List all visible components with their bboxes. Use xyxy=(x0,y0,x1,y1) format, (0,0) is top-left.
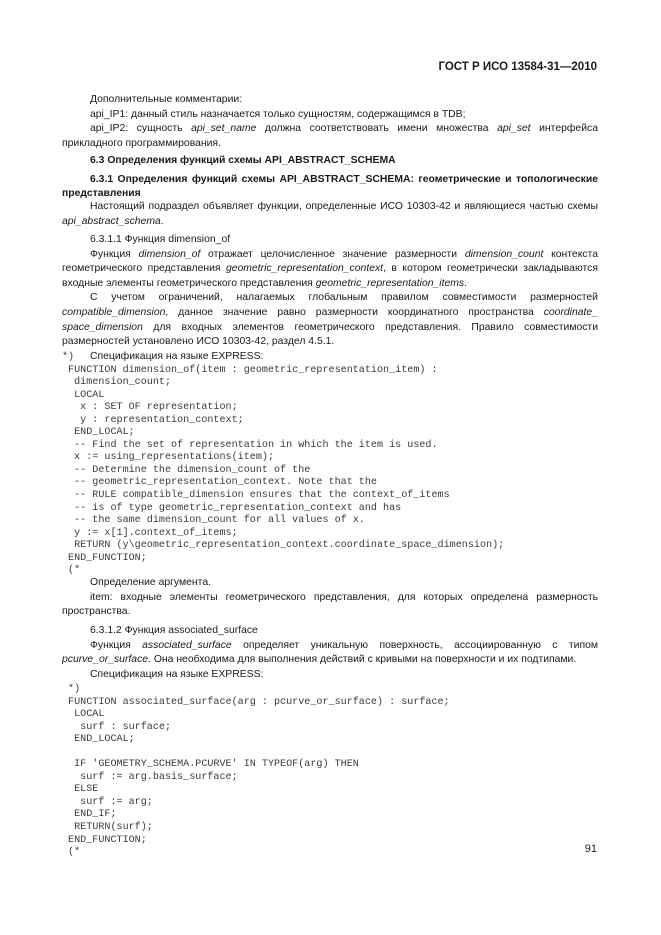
section-6-3-1-intro: Настоящий подраздел объявляет функции, определенные ИСО 10303-42 и являющиеся частью схемы api_abstract_schema. xyxy=(62,201,598,227)
express-spec-label: Спецификация на языке EXPRESS: xyxy=(90,350,264,362)
function-title: 6.3.1.1 Функция dimension_of xyxy=(90,234,231,245)
function-description: Функция dimension_of отражает целочисленное значение размерности dimension_count контекста геометрического представления geometric_representation_context, в котором геометрически закладываются входные элементы геометрического представления geometric_representation_items. xyxy=(62,248,598,289)
comments-title: Дополнительные комментарии: xyxy=(90,94,243,105)
express-code-dimension-of: *) FUNCTION dimension_of(item : geometric_representation_item) : dimension_count; LOCAL x : SET OF representation; y : representation_context; END_LOCAL; -- Find the set of representation in which the item is used. x := using_representations(item); -- Determine the dimension_count of the -- geometric_representation_context. Note that the -- RULE compatible_dimension ensures that the context_of_items -- is of type geometric_representation_context and has -- the same dimension_count for all values of x. y := x[1].context_of_items; RETURN (y\geometric_representation_context.coordinate_space_dimension); END_FUNCTION; (* xyxy=(62,352,505,577)
section-6-3-1 xyxy=(62,173,598,229)
argument-definition xyxy=(62,576,598,620)
additional-comments xyxy=(62,93,598,151)
express-code-associated-surface: *) FUNCTION associated_surface(arg : pcurve_or_surface) : surface; LOCAL surf : surface; END_LOCAL; IF 'GEOMETRY_SCHEMA.PCURVE' IN TYPEOF(arg) THEN surf := arg.basis_surface; ELSE surf := arg; END_IF; RETURN(surf); END_FUNCTION; (* xyxy=(68,684,450,859)
page-number: 91 xyxy=(584,843,597,855)
express-spec-label: Спецификация на языке EXPRESS: xyxy=(90,668,264,680)
standard-header: ГОСТ Р ИСО 13584-31—2010 xyxy=(438,61,597,73)
argument-item: item: входные элементы геометрического представления, для которых определена размерность пространства. xyxy=(62,591,598,618)
function-description: Функция associated_surface определяет уникальную поверхность, ассоциированную с типом pcurve_or_surface. Она необходима для выполнения действий с кривыми на поверхности и их подтипами. xyxy=(62,639,598,666)
argument-label: Определение аргумента. xyxy=(90,577,211,588)
function-dimension-of xyxy=(62,233,598,364)
function-constraint: С учетом ограничений, налагаемых глобальным правилом совместимости размерностей compatible_dimension, данное значение равно размерности координатного пространства coordinate_ space_dimension для входных элементов геометрического представления. Правило совместимости размерностей установлено ИСО 10303-42, раздел 4.5.1. xyxy=(62,292,598,348)
function-title: 6.3.1.2 Функция associated_surface xyxy=(90,625,258,636)
comment-ip2: api_IP2: сущность api_set_name должна соответствовать имени множества api_set интерфейса прикладного программирования. xyxy=(62,123,598,149)
comment-ip1: api_IP1: данный стиль назначается только сущностям, содержащимся в TDB; xyxy=(90,108,466,120)
function-associated-surface xyxy=(62,624,598,682)
section-6-3-heading: 6.3 Определения функций схемы API_ABSTRACT_SCHEMA xyxy=(90,155,396,166)
section-6-3-1-heading: 6.3.1 Определения функций схемы API_ABSTRACT_SCHEMA: геометрические и топологические представления xyxy=(62,174,598,199)
